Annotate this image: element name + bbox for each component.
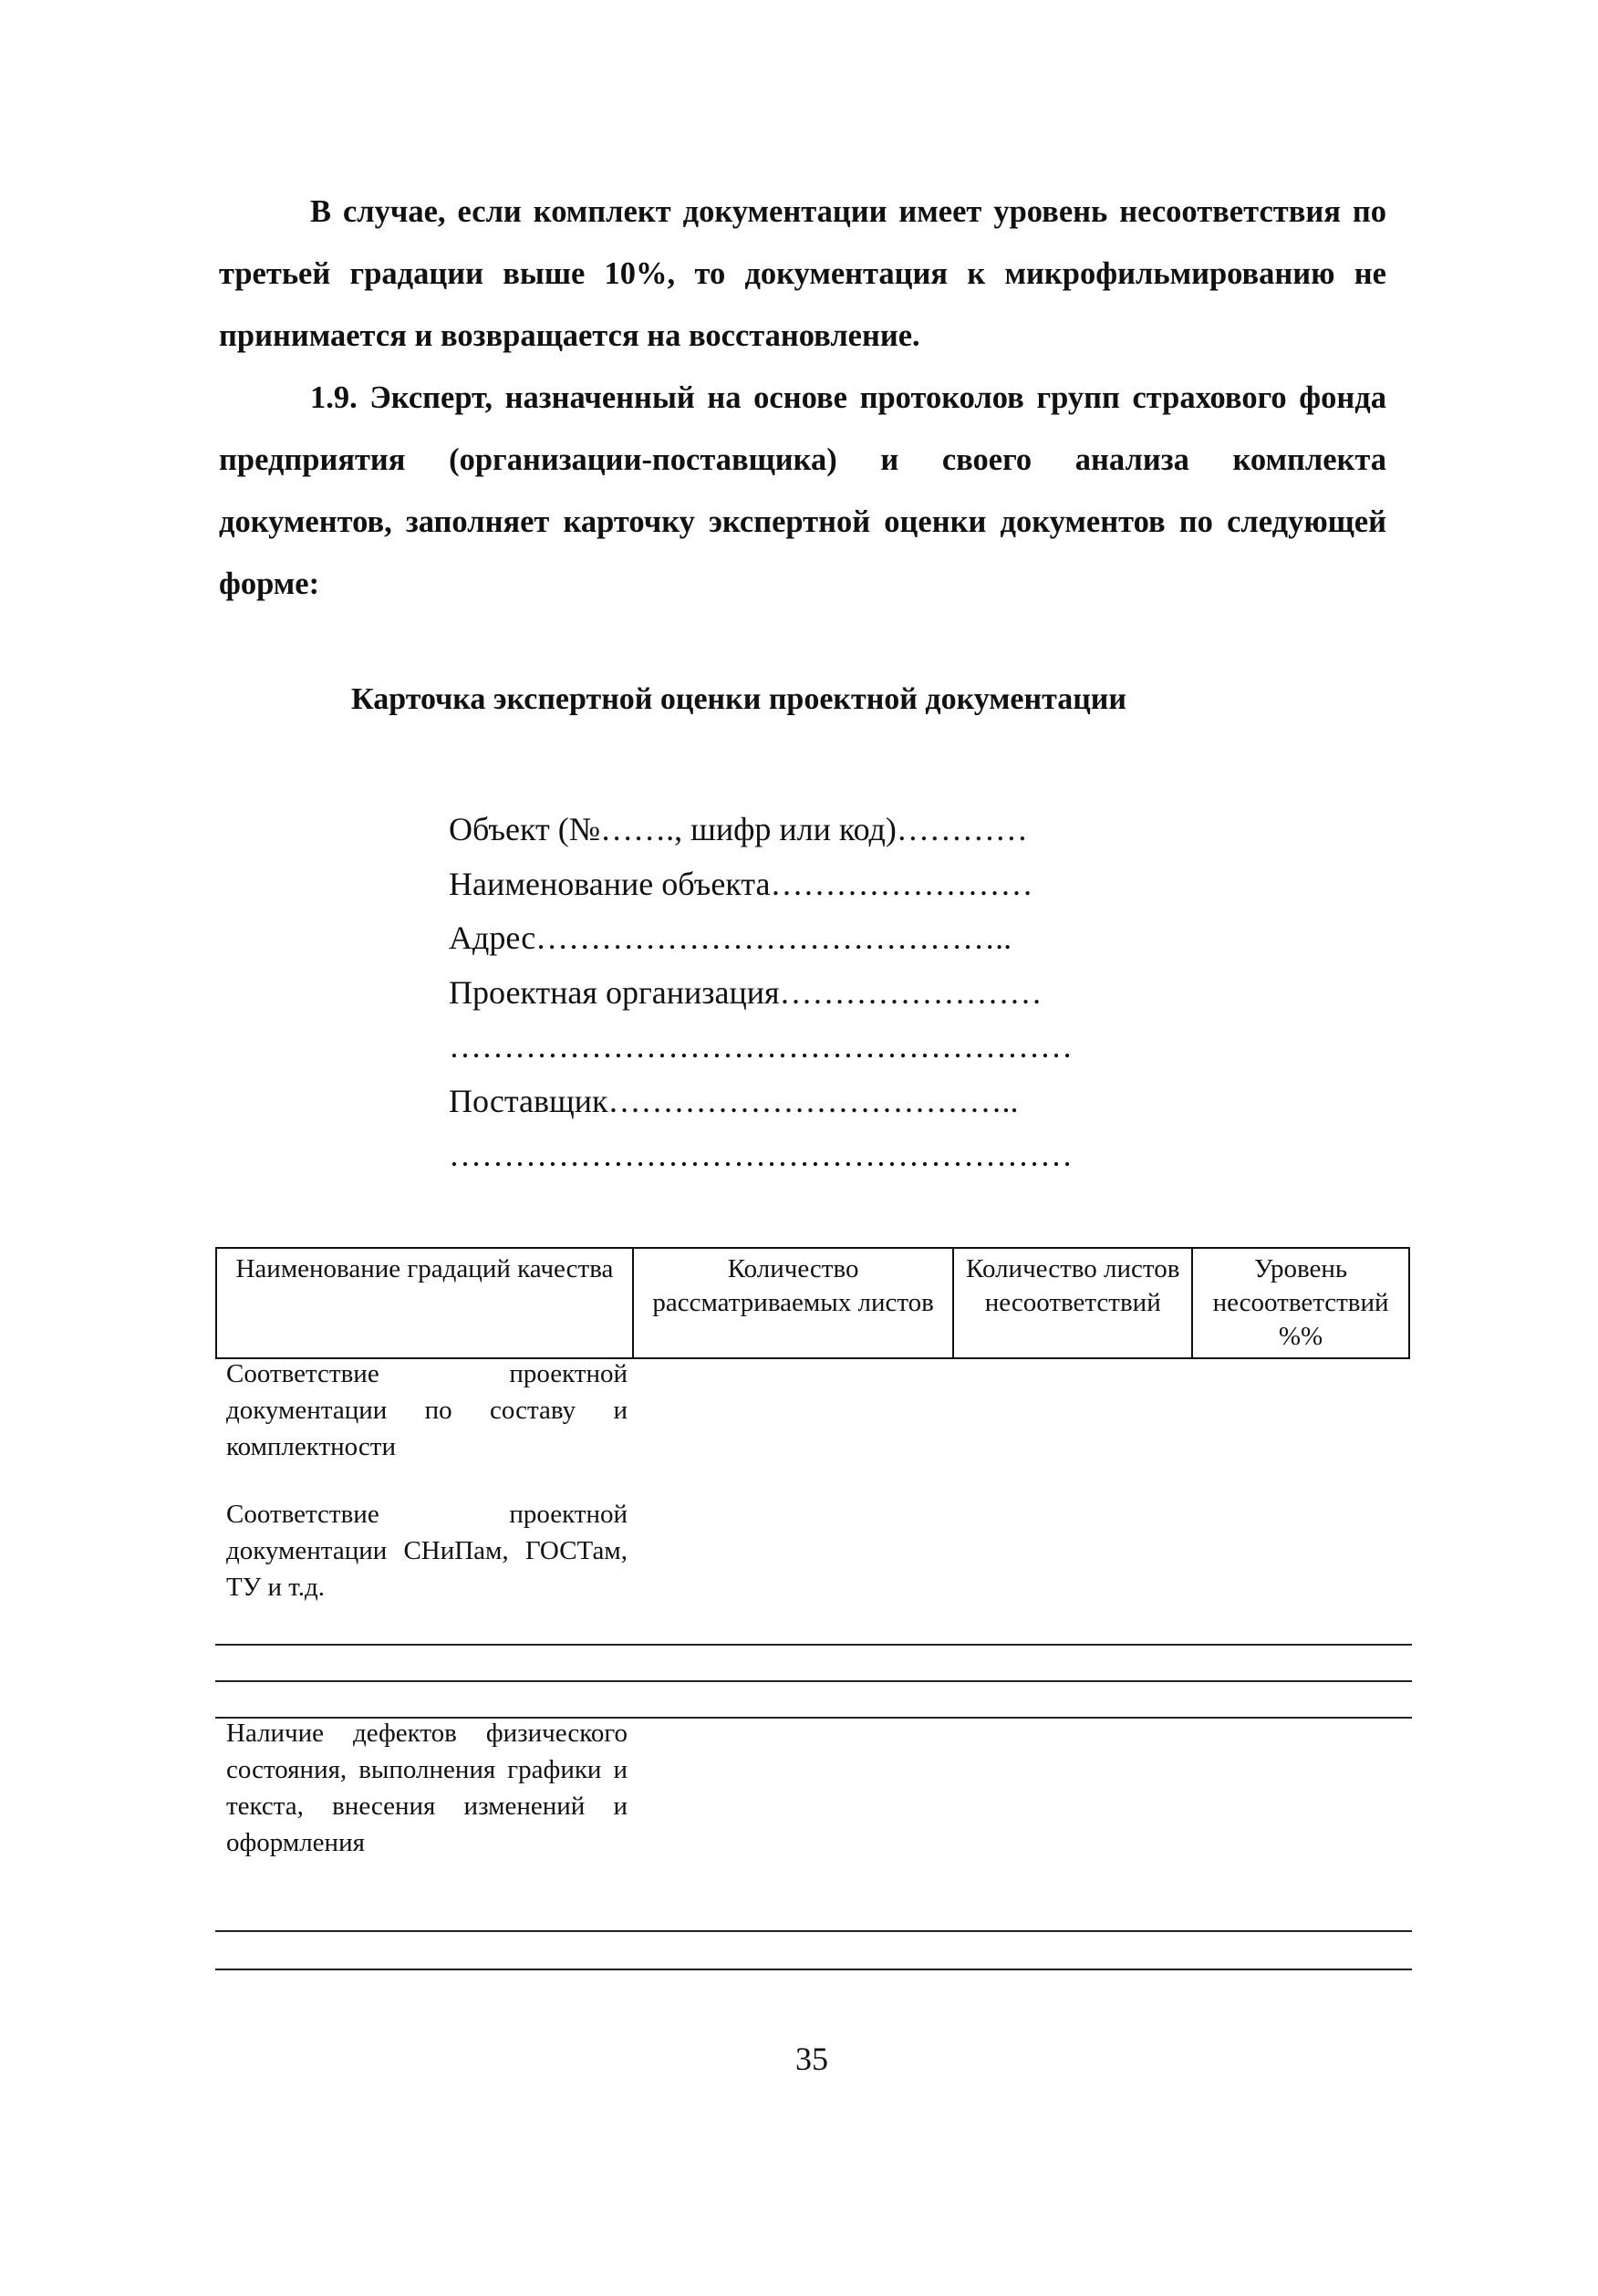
card-title: Карточка экспертной оценки проектной документации	[351, 682, 1126, 716]
field-object-name: Наименование объекта……………………	[449, 865, 1033, 902]
header-sheets-nonconforming: Количество листов несоответствий	[953, 1248, 1192, 1358]
table-rule	[215, 1680, 1412, 1682]
table-rule	[215, 1644, 1412, 1646]
field-object: Объект (№……., шифр или код)…………	[449, 811, 1028, 847]
field-supplier-continued: …………………………………………………	[449, 1137, 1073, 1173]
paragraph-expert-card: 1.9. Эксперт, назначенный на основе протоколов групп страхового фонда предприятия (организации-поставщика) и своего анализа комплекта документов, заполняет карточку экспертной оценки документов по следующей форме:	[219, 380, 1386, 601]
table-rule	[215, 1930, 1412, 1932]
table-header-row	[216, 1248, 1409, 1358]
header-grade-name: Наименование градаций качества	[216, 1248, 633, 1358]
field-address: Адрес……………………………………..	[449, 919, 1012, 956]
field-design-organization-continued: …………………………………………………	[449, 1028, 1073, 1065]
field-supplier: Поставщик………………………………..	[449, 1082, 1019, 1119]
table-rule	[215, 1969, 1412, 1970]
header-sheets-reviewed: Количество рассматриваемых листов	[633, 1248, 953, 1358]
card-fields	[449, 803, 1105, 1183]
row-label-standards: Соответствие проектной документации СНиПам, ГОСТам, ТУ и т.д.	[226, 1500, 628, 1602]
page-number: 35	[795, 2041, 828, 2077]
row-label-physical-defects: Наличие дефектов физического состояния, выполнения графики и текста, внесения изменений и оформления	[226, 1719, 628, 1857]
quality-grades-table	[215, 1247, 1410, 1359]
paragraph-nonconformity-rule: В случае, если комплект документации имеет уровень несоответствия по третьей градации выше 10%, то документация к микрофильмированию не принимается и возвращается на восстановление.	[219, 194, 1386, 353]
header-nonconformity-level: Уровень несоответствий %%	[1192, 1248, 1409, 1358]
field-design-organization: Проектная организация……………………	[449, 973, 1043, 1011]
row-label-composition: Соответствие проектной документации по составу и комплектности	[226, 1359, 628, 1461]
